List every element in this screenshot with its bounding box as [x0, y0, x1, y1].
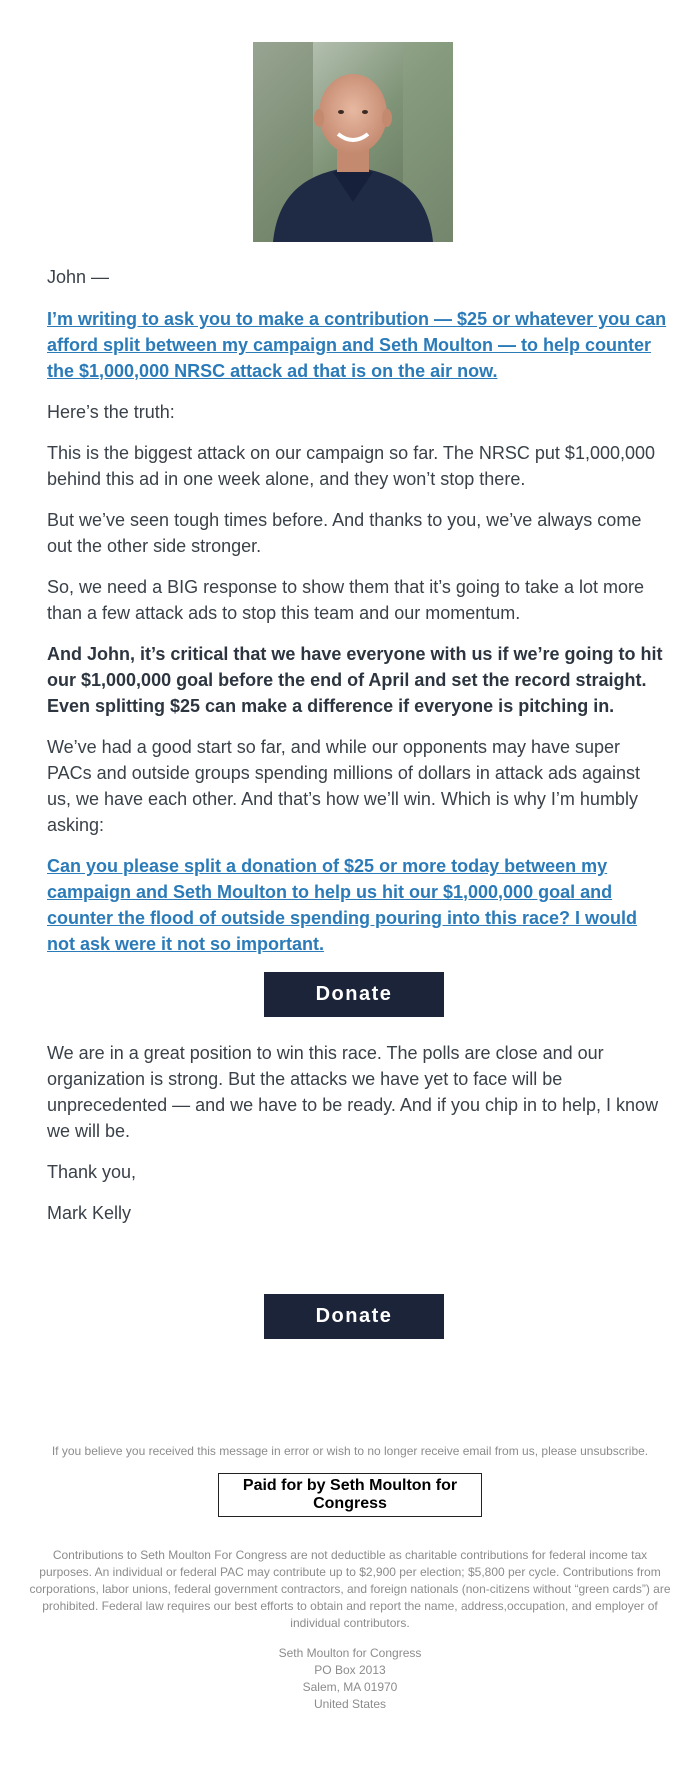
paragraph-closing: We are in a great position to win this race. The polls are close and our organization is strong. But the attacks we have yet to face will be unprecedented — and we have to be ready. And if you chip in to help, I know we will be. — [47, 1043, 659, 1141]
intro-donate-link[interactable]: I’m writing to ask you to make a contribution — $25 or whatever you can afford split between my campaign and Seth Moulton — to help counter the $1,000,000 NRSC attack ad that is on the air now. — [47, 309, 667, 381]
paragraph-truth: Here’s the truth: — [47, 402, 175, 422]
paragraph-critical: And John, it’s critical that we have everyone with us if we’re going to hit our $1,000,000 goal before the end of April and set the record straight. Even splitting $25 can make a difference if everyone is pitching in. — [47, 644, 663, 716]
paragraph-tough-times: But we’ve seen tough times before. And thanks to you, we’ve always come out the other side stronger. — [47, 510, 642, 556]
address-line: Salem, MA 01970 — [302, 1680, 398, 1694]
candidate-photo — [253, 42, 453, 242]
paid-for-box: Paid for by Seth Moulton for Congress — [218, 1473, 482, 1517]
contribution-disclaimer: Contributions to Seth Moulton For Congress are not deductible as charitable contributions for federal income tax purposes. An individual or federal PAC may contribute up to $2,900 per election; $5,800 per cycle. Contributions from corporations, labor unions, federal government contractors, and foreign nationals (non-citizens without “green cards”) are prohibited. Federal law requires our best efforts to obtain and report the name, address,occupation, and employer of individual contributors. — [29, 1548, 671, 1630]
signoff: Thank you, — [47, 1162, 137, 1182]
ask-paragraph — [47, 853, 667, 957]
mailing-address — [0, 1645, 700, 1713]
ask-donate-link[interactable]: Can you please split a donation of $25 or more today between my campaign and Seth Moulton to help us hit our $1,000,000 goal and counter the flood of outside spending pouring into this race? I would not ask were it not so important. — [47, 856, 637, 954]
donate-button-bottom[interactable]: Donate — [264, 1294, 444, 1339]
unsubscribe-text[interactable]: If you believe you received this message in error or wish to no longer receive email from us, please unsubscribe. — [51, 1444, 649, 1458]
address-line: PO Box 2013 — [314, 1663, 386, 1677]
paragraph-attack: This is the biggest attack on our campaign so far. The NRSC put $1,000,000 behind this ad in one week alone, and they won’t stop there. — [47, 443, 656, 489]
greeting: John — — [47, 267, 110, 287]
intro-paragraph — [47, 306, 667, 384]
signature: Mark Kelly — [47, 1203, 132, 1223]
address-line: Seth Moulton for Congress — [278, 1646, 422, 1660]
closing-section — [47, 1040, 667, 1241]
footer — [0, 1444, 700, 1713]
address-line: United States — [313, 1697, 387, 1711]
donate-button[interactable]: Donate — [264, 972, 444, 1017]
letter-content — [47, 264, 667, 972]
paragraph-good-start: We’ve had a good start so far, and while our opponents may have super PACs and outside groups spending millions of dollars in attack ads against us, we have each other. And that’s how we’ll win. Which is why I’m humbly asking: — [47, 737, 641, 835]
paragraph-big-response: So, we need a BIG response to show them that it’s going to take a lot more than a few attack ads to stop this team and our momentum. — [47, 577, 645, 623]
